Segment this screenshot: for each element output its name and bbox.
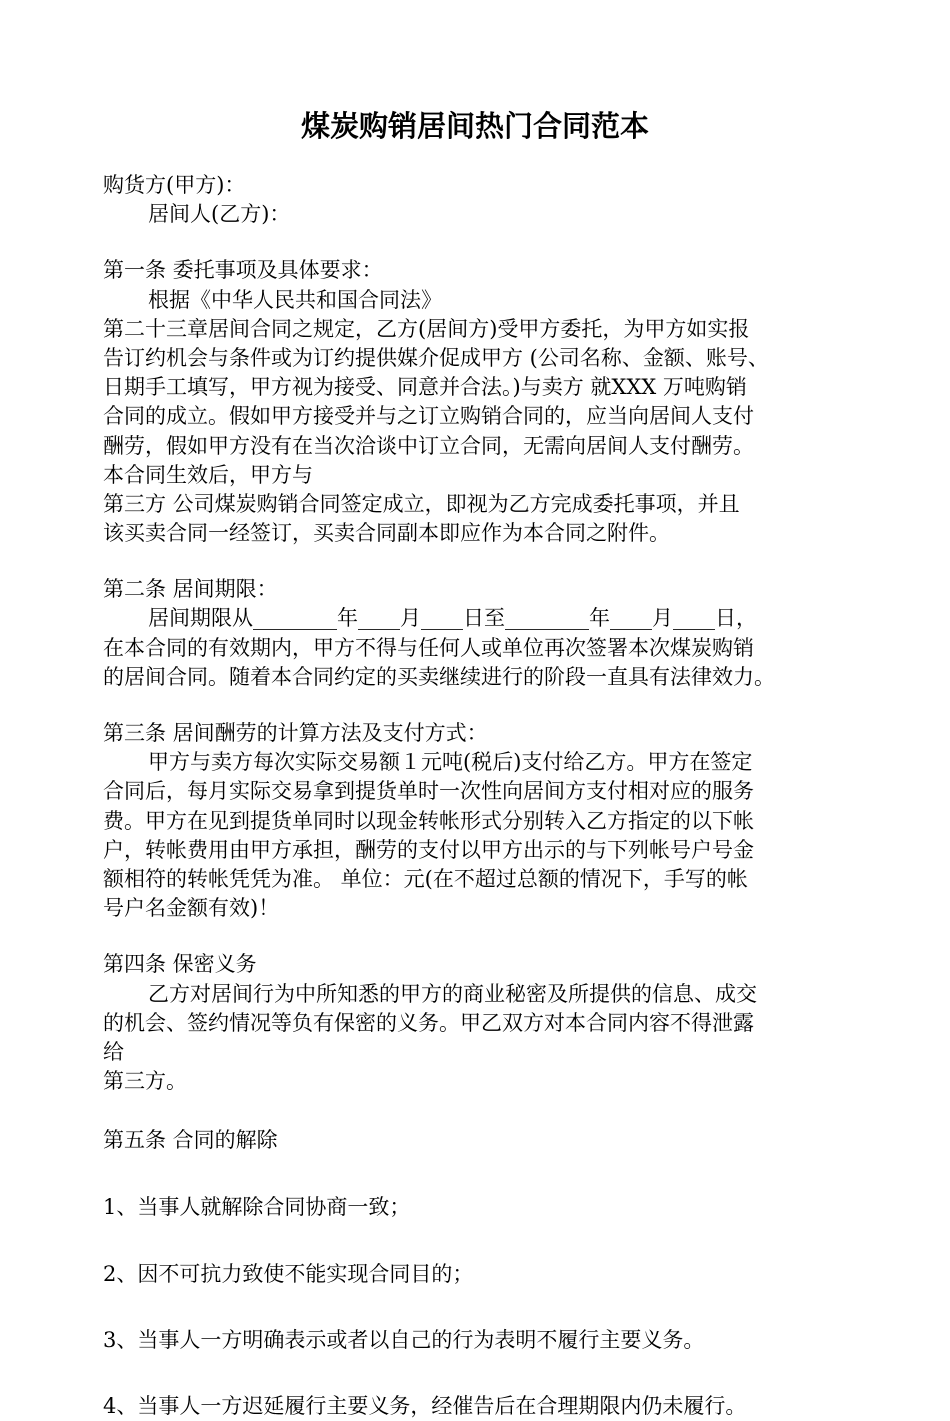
article-1-text: 告订约机会与条件或为订约提供媒介促成甲方 (公司名称、金额、账号、 [103, 345, 769, 370]
article-1-text: 该买卖合同一经签订，买卖合同副本即应作为本合同之附件。 [103, 521, 670, 546]
article-5-item: 4、当事人一方迟延履行主要义务，经催告后在合理期限内仍未履行。 [103, 1394, 747, 1418]
article-3-text: 额相符的转帐凭凭为准。 单位：元(在不超过总额的情况下，手写的帐 [103, 866, 748, 891]
broker-line: 居间人(乙方)： [148, 202, 291, 227]
article-5-heading: 第五条 合同的解除 [103, 1128, 278, 1153]
article-2-heading: 第二条 居间期限： [103, 577, 278, 602]
article-1-text: 第三方 公司煤炭购销合同签定成立，即视为乙方完成委托事项，并且 [103, 491, 740, 516]
article-5-item: 1、当事人就解除合同协商一致； [103, 1195, 411, 1220]
article-3-heading: 第三条 居间酬劳的计算方法及支付方式： [103, 721, 488, 745]
article-4-text: 给 [103, 1039, 124, 1064]
article-1-text: 根据《中华人民共和国合同法》 [148, 287, 442, 312]
contract-body [103, 171, 863, 1421]
article-2-text: 的居间合同。随着本合同约定的买卖继续进行的阶段一直具有法律效力。 [103, 664, 775, 689]
article-1-heading: 第一条 委托事项及具体要求： [103, 258, 383, 283]
article-1-text: 第二十三章居间合同之规定，乙方(居间方)受甲方委托，为甲方如实报 [103, 316, 750, 341]
article-3-text: 户，转帐费用由甲方承担，酬劳的支付以甲方出示的与下列帐号户号金 [103, 837, 754, 862]
article-4-text: 乙方对居间行为中所知悉的甲方的商业秘密及所提供的信息、成交 [148, 981, 757, 1006]
document-title: 煤炭购销居间热门合同范本 [300, 109, 649, 143]
article-4-text: 第三方。 [103, 1069, 187, 1094]
article-4-heading: 第四条 保密义务 [103, 952, 257, 977]
article-1-text: 本合同生效后，甲方与 [103, 462, 313, 487]
buyer-line: 购货方(甲方)： [103, 173, 246, 197]
article-3-text: 费。甲方在见到提货单同时以现金转帐形式分别转入乙方指定的以下帐 [103, 808, 754, 833]
article-4-text: 的机会、签约情况等负有保密的义务。甲乙双方对本合同内容不得泄露 [103, 1010, 754, 1035]
article-5-item: 2、因不可抗力致使不能实现合同目的； [103, 1261, 474, 1286]
article-5-item: 3、当事人一方明确表示或者以自己的行为表明不履行主要义务。 [103, 1327, 705, 1352]
article-1-text: 合同的成立。假如甲方接受并与之订立购销合同的，应当向居间人支付 [103, 404, 754, 429]
article-1-text: 酬劳，假如甲方没有在当次洽谈中订立合同，无需向居间人支付酬劳。 [103, 433, 754, 458]
article-3-text: 合同后，每月实际交易拿到提货单时一次性向居间方支付相对应的服务 [103, 779, 754, 804]
article-3-text: 号户名金额有效)！ [103, 896, 280, 921]
article-2-text: 在本合同的有效期内，甲方不得与任何人或单位再次签署本次煤炭购销 [103, 635, 754, 660]
article-3-text: 甲方与卖方每次实际交易额１元吨(税后)支付给乙方。甲方在签定 [148, 750, 753, 775]
article-1-text: 日期手工填写，甲方视为接受、同意并合法。)与卖方 就XXX 万吨购销 [103, 375, 747, 400]
article-2-text: 居间期限从________年____月____日至________年____月____日， [148, 606, 757, 631]
